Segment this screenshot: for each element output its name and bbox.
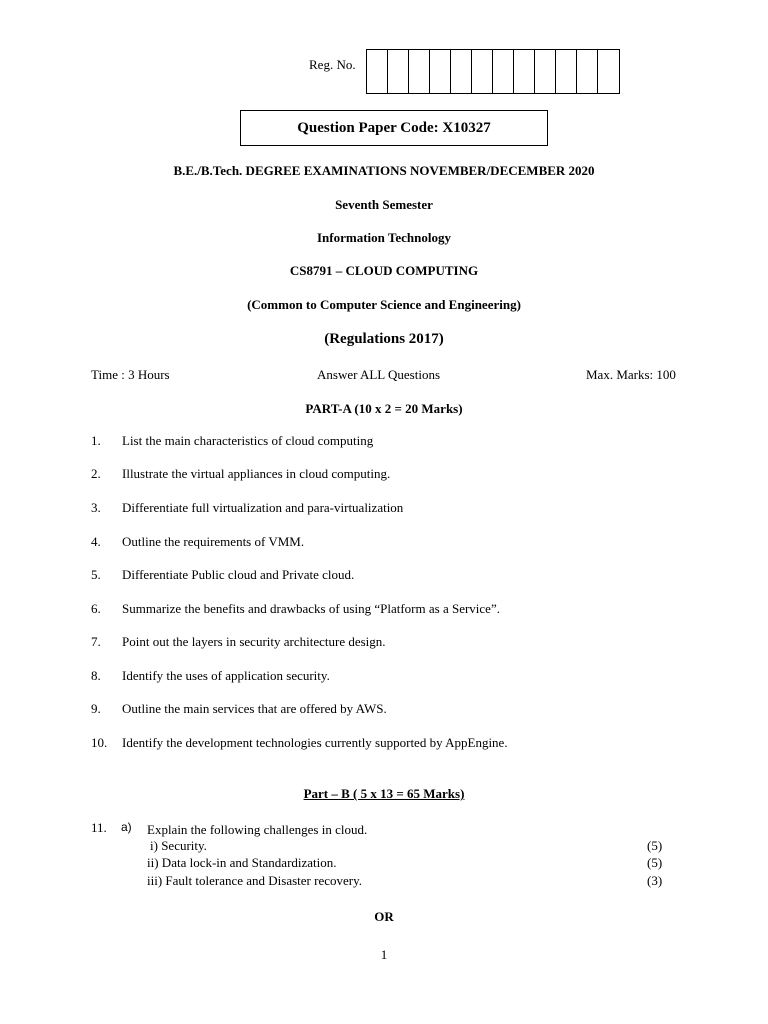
question-text: Identify the uses of application security.	[122, 668, 330, 683]
question-paper-code: Question Paper Code: X10327	[240, 110, 548, 146]
reg-no-digit-box[interactable]	[367, 50, 388, 93]
course-title: CS8791 – CLOUD COMPUTING	[289, 263, 479, 278]
reg-no-digit-box[interactable]	[493, 50, 514, 93]
question-text: Differentiate full virtualization and para-virtualization	[122, 500, 404, 515]
reg-no-digit-box[interactable]	[514, 50, 535, 93]
question-number: 8.	[91, 668, 101, 683]
question-text: Illustrate the virtual appliances in cloud computing.	[122, 466, 391, 481]
reg-no-digit-box[interactable]	[535, 50, 556, 93]
question-number: 1.	[91, 433, 101, 448]
question-text: Outline the requirements of VMM.	[122, 534, 305, 549]
question-text: Identify the development technologies currently supported by AppEngine.	[122, 735, 508, 750]
question-number: 11.	[91, 820, 107, 835]
question-number: 5.	[91, 567, 101, 582]
question-number: 9.	[91, 701, 101, 716]
sub-question: iii) Fault tolerance and Disaster recovery.	[147, 873, 363, 888]
question-text: Differentiate Public cloud and Private cloud.	[122, 567, 355, 582]
reg-no-digit-box[interactable]	[451, 50, 472, 93]
regulations: (Regulations 2017)	[324, 331, 444, 347]
question-text: Summarize the benefits and drawbacks of using “Platform as a Service”.	[122, 601, 500, 616]
question-text: Outline the main services that are offered by AWS.	[122, 701, 387, 716]
sub-question-marks: (5)	[647, 855, 663, 870]
question-text: Point out the layers in security architecture design.	[122, 634, 386, 649]
answer-instruction: Answer ALL Questions	[317, 367, 441, 382]
common-to: (Common to Computer Science and Engineering)	[247, 297, 521, 312]
reg-no-label: Reg. No.	[309, 57, 356, 72]
or-separator: OR	[374, 909, 394, 924]
question-number: 2.	[91, 466, 101, 481]
reg-no-digit-box[interactable]	[577, 50, 598, 93]
question-number: 3.	[91, 500, 101, 515]
reg-no-digit-box[interactable]	[430, 50, 451, 93]
reg-no-digit-box[interactable]	[409, 50, 430, 93]
sub-question-marks: (5)	[647, 838, 663, 853]
reg-no-digit-box[interactable]	[556, 50, 577, 93]
exam-title: B.E./B.Tech. DEGREE EXAMINATIONS NOVEMBER/DECEMBER 2020	[173, 163, 595, 178]
question-text: List the main characteristics of cloud computing	[122, 433, 374, 448]
question-intro: Explain the following challenges in cloud.	[147, 822, 368, 837]
part-b-title: Part – B ( 5 x 13 = 65 Marks)	[303, 786, 465, 801]
sub-question: ii) Data lock-in and Standardization.	[147, 855, 337, 870]
max-marks: Max. Marks: 100	[586, 367, 676, 382]
time-allowed: Time : 3 Hours	[91, 367, 170, 382]
question-number: 4.	[91, 534, 101, 549]
question-number: 7.	[91, 634, 101, 649]
part-a-title: PART-A (10 x 2 = 20 Marks)	[305, 401, 463, 416]
page-number: 1	[380, 947, 388, 962]
semester: Seventh Semester	[335, 197, 433, 212]
sub-question-marks: (3)	[647, 873, 663, 888]
sub-question: i) Security.	[150, 838, 207, 853]
reg-no-digit-box[interactable]	[388, 50, 409, 93]
question-option: a)	[121, 820, 132, 834]
reg-no-digit-box[interactable]	[598, 50, 619, 93]
reg-no-digit-box[interactable]	[472, 50, 493, 93]
reg-no-boxes[interactable]	[366, 49, 620, 94]
question-number: 6.	[91, 601, 101, 616]
question-number: 10.	[91, 735, 108, 750]
department: Information Technology	[317, 230, 451, 245]
